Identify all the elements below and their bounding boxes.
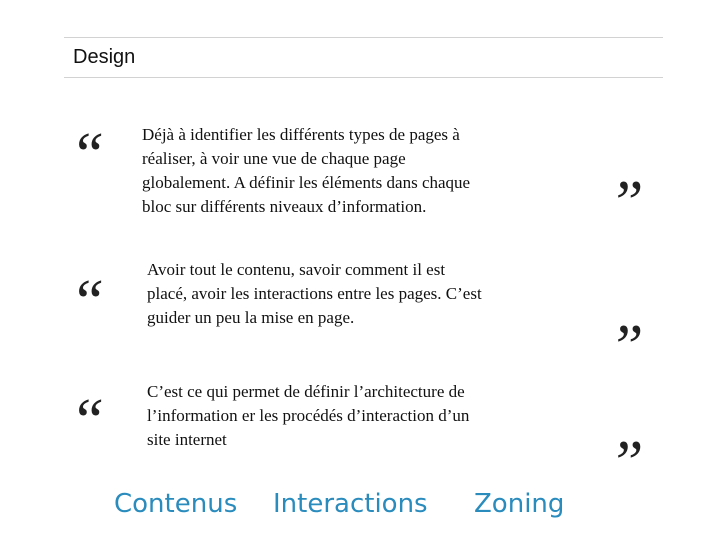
open-quote-icon: “ [70, 387, 105, 455]
tag-interactions: Interactions [273, 489, 428, 519]
close-quote-icon: ” [609, 313, 644, 381]
page-title: Design [73, 46, 136, 68]
quote-text-1: Déjà à identifier les différents types de pages à réaliser, à voir une vue de chaque page globalement. A définir les éléments dans chaque bloc sur différents niveaux d’information. [142, 125, 471, 216]
tag-zoning: Zoning [474, 489, 565, 519]
top-divider [64, 37, 663, 38]
close-quote-icon: ” [609, 429, 644, 497]
tag-contenus: Contenus [114, 489, 238, 519]
close-quote-icon: ” [609, 169, 644, 237]
quote-text-2: Avoir tout le contenu, savoir comment il est placé, avoir les interactions entre les pages. C’est guider un peu la mise en page. [147, 260, 482, 327]
open-quote-icon: “ [70, 121, 105, 189]
title-divider [64, 77, 663, 78]
open-quote-icon: “ [70, 268, 105, 336]
quote-text-3: C’est ce qui permet de définir l’architecture de l’information er les procédés d’interaction d’un site internet [147, 382, 470, 449]
